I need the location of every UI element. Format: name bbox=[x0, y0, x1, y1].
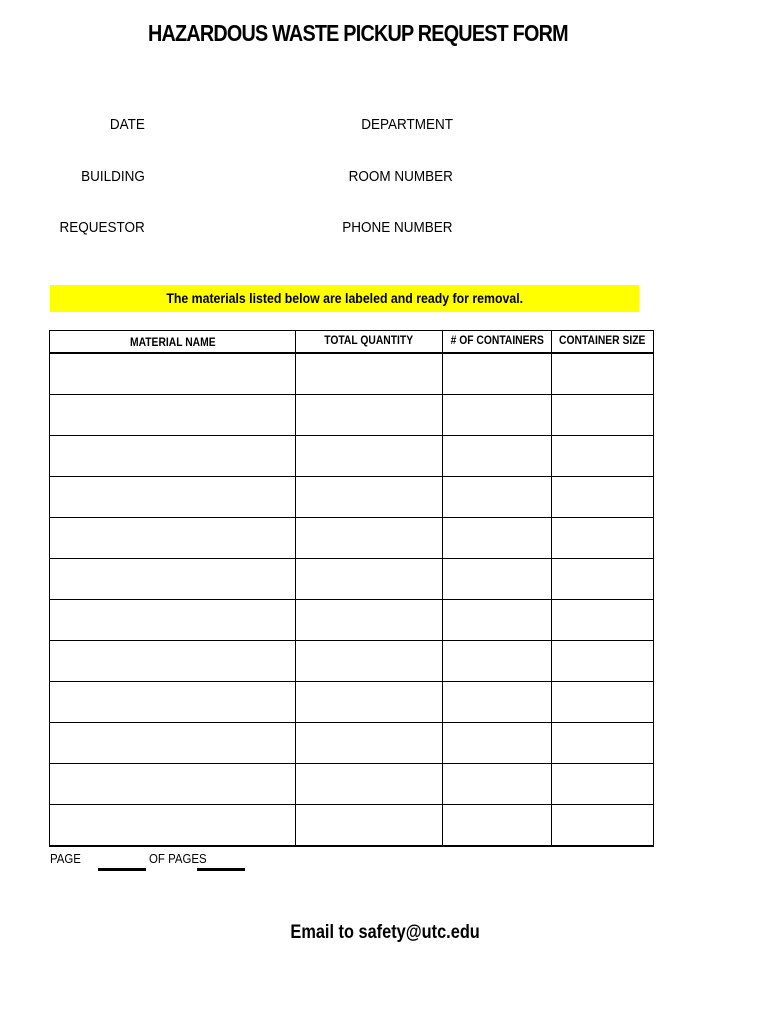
container-size-cell[interactable] bbox=[552, 764, 653, 805]
material-name-cell[interactable] bbox=[50, 353, 296, 395]
container-size-cell[interactable] bbox=[552, 559, 653, 600]
containers-count-cell[interactable] bbox=[443, 559, 552, 600]
phone-number-label: PHONE NUMBER bbox=[342, 219, 453, 236]
container-size-cell[interactable] bbox=[552, 641, 653, 682]
container-size-cell[interactable] bbox=[552, 600, 653, 641]
department-label: DEPARTMENT bbox=[361, 116, 453, 133]
table-row bbox=[50, 353, 654, 395]
material-name-cell[interactable] bbox=[50, 477, 296, 518]
total-quantity-cell[interactable] bbox=[296, 477, 443, 518]
containers-count-cell[interactable] bbox=[443, 436, 552, 477]
table-row bbox=[50, 641, 654, 682]
banner-text: The materials listed below are labeled and ready for removal. bbox=[166, 290, 523, 306]
building-label: BUILDING bbox=[81, 168, 145, 185]
table-row bbox=[50, 518, 654, 559]
container-size-cell[interactable] bbox=[552, 477, 653, 518]
room-number-label: ROOM NUMBER bbox=[348, 168, 453, 185]
material-name-cell[interactable] bbox=[50, 518, 296, 559]
total-quantity-cell[interactable] bbox=[296, 436, 443, 477]
material-name-cell[interactable] bbox=[50, 436, 296, 477]
material-name-cell[interactable] bbox=[50, 682, 296, 723]
table-row bbox=[50, 805, 654, 847]
table-row bbox=[50, 436, 654, 477]
total-quantity-cell[interactable] bbox=[296, 641, 443, 682]
materials-table bbox=[49, 330, 654, 847]
material-name-cell[interactable] bbox=[50, 723, 296, 764]
material-name-cell[interactable] bbox=[50, 805, 296, 847]
total-quantity-cell[interactable] bbox=[296, 518, 443, 559]
container-size-cell[interactable] bbox=[552, 353, 653, 395]
total-quantity-header: TOTAL QUANTITY bbox=[296, 331, 443, 354]
table-row bbox=[50, 477, 654, 518]
material-name-cell[interactable] bbox=[50, 641, 296, 682]
containers-count-cell[interactable] bbox=[443, 641, 552, 682]
container-size-cell[interactable] bbox=[552, 518, 653, 559]
containers-count-cell[interactable] bbox=[443, 682, 552, 723]
containers-count-cell[interactable] bbox=[443, 805, 552, 847]
containers-count-cell[interactable] bbox=[443, 518, 552, 559]
requestor-label: REQUESTOR bbox=[59, 219, 145, 236]
container-size-cell[interactable] bbox=[552, 723, 653, 764]
containers-count-cell[interactable] bbox=[443, 477, 552, 518]
table-row bbox=[50, 600, 654, 641]
containers-count-cell[interactable] bbox=[443, 764, 552, 805]
total-quantity-cell[interactable] bbox=[296, 353, 443, 395]
containers-count-cell[interactable] bbox=[443, 600, 552, 641]
material-name-cell[interactable] bbox=[50, 764, 296, 805]
ready-for-removal-banner bbox=[50, 285, 639, 312]
page-label: PAGE bbox=[50, 851, 81, 866]
material-name-header: MATERIAL NAME bbox=[50, 331, 296, 354]
container-size-header: CONTAINER SIZE bbox=[552, 331, 653, 354]
total-quantity-cell[interactable] bbox=[296, 764, 443, 805]
table-row bbox=[50, 682, 654, 723]
total-quantity-cell[interactable] bbox=[296, 395, 443, 436]
total-quantity-cell[interactable] bbox=[296, 805, 443, 847]
containers-count-cell[interactable] bbox=[443, 395, 552, 436]
table-row bbox=[50, 559, 654, 600]
total-quantity-cell[interactable] bbox=[296, 723, 443, 764]
total-quantity-cell[interactable] bbox=[296, 682, 443, 723]
container-size-cell[interactable] bbox=[552, 682, 653, 723]
table-row bbox=[50, 395, 654, 436]
container-size-cell[interactable] bbox=[552, 805, 653, 847]
containers-count-cell[interactable] bbox=[443, 723, 552, 764]
container-size-cell[interactable] bbox=[552, 395, 653, 436]
material-name-cell[interactable] bbox=[50, 395, 296, 436]
containers-count-header: # OF CONTAINERS bbox=[443, 331, 552, 354]
material-name-cell[interactable] bbox=[50, 600, 296, 641]
date-label: DATE bbox=[109, 116, 145, 133]
container-size-cell[interactable] bbox=[552, 436, 653, 477]
table-row bbox=[50, 764, 654, 805]
total-quantity-cell[interactable] bbox=[296, 559, 443, 600]
page-number-blank[interactable] bbox=[98, 868, 146, 871]
email-instruction: Email to safety@utc.edu bbox=[290, 922, 480, 943]
total-quantity-cell[interactable] bbox=[296, 600, 443, 641]
form-title: HAZARDOUS WASTE PICKUP REQUEST FORM bbox=[148, 20, 568, 46]
of-pages-label: OF PAGES bbox=[149, 851, 207, 866]
table-header-row bbox=[50, 331, 654, 354]
material-name-cell[interactable] bbox=[50, 559, 296, 600]
table-row bbox=[50, 723, 654, 764]
containers-count-cell[interactable] bbox=[443, 353, 552, 395]
total-pages-blank[interactable] bbox=[197, 868, 245, 871]
